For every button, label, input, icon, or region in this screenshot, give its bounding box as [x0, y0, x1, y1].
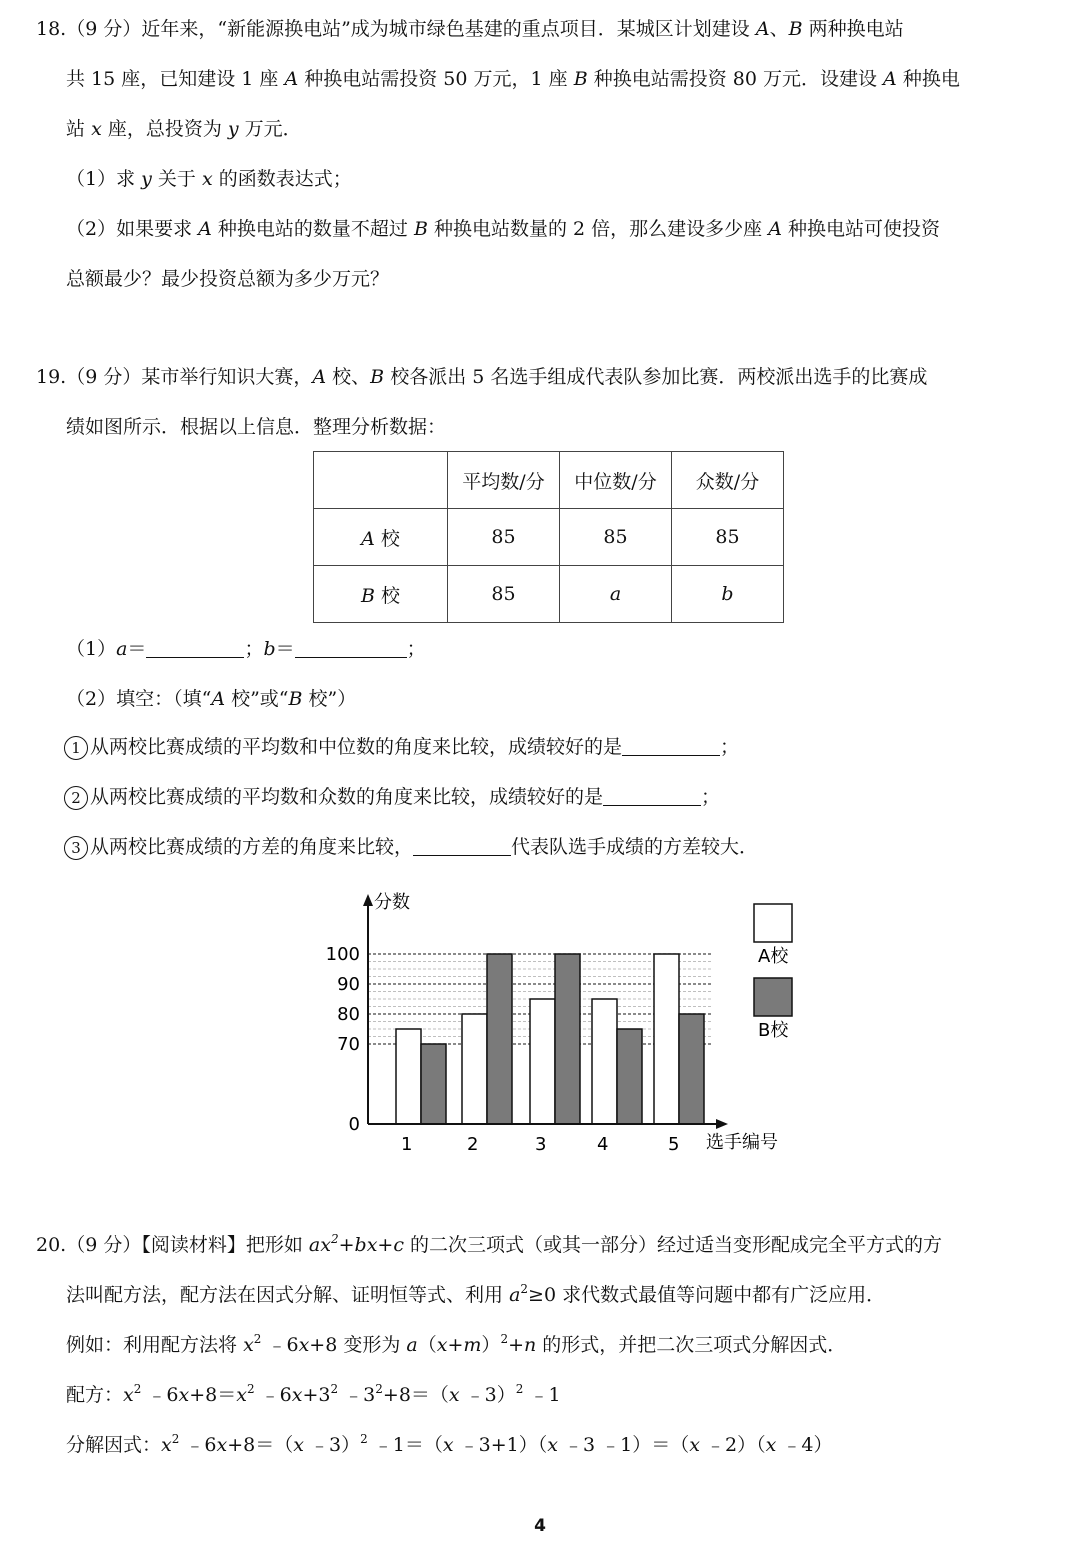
q19-choice1 [64, 734, 739, 760]
answer-blank-c3[interactable] [413, 835, 511, 856]
score-bar-chart [320, 880, 810, 1160]
q19-line1 [36, 364, 927, 390]
q18-sub2-cont [66, 266, 389, 292]
q19-sub1 [66, 636, 426, 662]
x-tick-label: 2 [467, 1134, 479, 1155]
q18-line3 [66, 116, 302, 142]
q20-text: 变形为 [343, 1334, 401, 1356]
q18-text: 种换电站需投资 50 万元，1 座 [304, 68, 568, 90]
q18-text: 两种换电站 [808, 18, 904, 40]
legend-label-a: A校 [758, 946, 789, 967]
q19-text: 从两校比赛成绩的方差的角度来比较， [90, 836, 414, 858]
x-tick-label: 1 [401, 1134, 413, 1155]
q19-text: 校”或“ [225, 688, 289, 710]
math-expr: $ax^2+bx+c$ [308, 1232, 404, 1256]
q18-sub2 [66, 216, 940, 242]
table-cell: 85 [560, 509, 672, 566]
var-x: x [91, 118, 102, 140]
q18-text: （2）如果要求 [66, 218, 193, 240]
var-a: A [211, 688, 226, 710]
q20-text: 配方： [66, 1384, 124, 1406]
y-tick-label: 90 [337, 974, 360, 995]
bar-b [421, 1044, 446, 1124]
var-b: b [263, 638, 276, 660]
q18-text: 总额最少？最少投资总额为多少万元？ [66, 268, 390, 290]
x-axis-label: 选手编号 [706, 1132, 778, 1153]
var-a: A [883, 68, 897, 90]
var-b: B [573, 68, 588, 90]
bar-b [679, 1014, 704, 1124]
var-b: B [370, 366, 385, 388]
table-cell [560, 566, 672, 623]
q18-text: 种换电站的数量不超过 [217, 218, 408, 240]
q19-sub2 [66, 686, 356, 712]
q19-text: 绩如图所示．根据以上信息．整理分析数据： [66, 416, 447, 438]
y-tick-label: 70 [337, 1034, 360, 1055]
q19-text: 校各派出 5 名选手组成代表队参加比赛．两校派出选手的比赛成 [390, 366, 928, 388]
legend-swatch-b [754, 978, 792, 1016]
q19-number: 19. [36, 366, 67, 388]
q18-sub1 [66, 166, 352, 192]
q20-line5: 分解因式：$x^2$ ﹣6x+8＝（x ﹣3）$^2$ ﹣1＝（x ﹣3+1）（x ﹣3 ﹣1）＝（x ﹣2）（x ﹣4） [66, 1432, 833, 1456]
q19-text: （1） [66, 638, 117, 660]
stats-table [313, 451, 784, 623]
var-y: y [141, 168, 152, 190]
var-b: B [360, 584, 375, 607]
q20-score: （9 分） [66, 1234, 142, 1256]
q19-text: ＝ [127, 638, 147, 660]
table-row [314, 566, 784, 623]
bar-b [555, 954, 580, 1124]
table-cell: 85 [672, 509, 784, 566]
table-row-label [314, 566, 448, 623]
circled-number: 3 [64, 836, 88, 860]
table-row-label [314, 509, 448, 566]
q19-text: 校”） [302, 688, 357, 710]
q19-text: ； [720, 736, 740, 758]
bar-a [654, 954, 679, 1124]
q19-text: 代表队选手成绩的方差较大． [511, 836, 759, 858]
q19-text: 校、 [332, 366, 371, 388]
q19-text: 从两校比赛成绩的平均数和众数的角度来比较，成绩较好的是 [90, 786, 604, 808]
q20-text: 的形式，并把二次三项式分解因式． [542, 1334, 847, 1356]
q19-line2 [66, 414, 446, 440]
q18-text: 万元． [244, 118, 302, 140]
var-a: A [768, 218, 782, 240]
q18-text: 种换电站可使投资 [788, 218, 941, 240]
q19-text: ； [244, 638, 264, 660]
q19-text: 从两校比赛成绩的平均数和中位数的角度来比较，成绩较好的是 [90, 736, 623, 758]
q20-line3: 例如：利用配方法将 $x^2$ ﹣6x+8 变形为 $a(x+m)^2+n$ 的形式，并把二次三项式分解因式． [66, 1332, 847, 1356]
answer-blank-b[interactable] [295, 637, 407, 658]
y-axis-label: 分数 [374, 892, 410, 913]
answer-blank-a[interactable] [146, 637, 244, 658]
answer-blank-c2[interactable] [603, 785, 701, 806]
q20-line2: 法叫配方法，配方法在因式分解、证明恒等式、利用 $a^2\ge 0$ 求代数式最值等问题中都有广泛应用． [66, 1282, 886, 1306]
q18-text: 关于 [157, 168, 196, 190]
x-tick-label: 3 [535, 1134, 547, 1155]
legend-label-b: B校 [758, 1020, 789, 1041]
q18-line2 [66, 66, 960, 92]
q19-choice3 [64, 834, 758, 860]
var-b: B [413, 218, 428, 240]
q19-text: ＝ [275, 638, 295, 660]
var-b: B [788, 18, 803, 40]
y-tick-label: 0 [348, 1114, 360, 1135]
q20-text: 分解因式： [66, 1434, 162, 1456]
table-row [314, 509, 784, 566]
q19-text: ； [406, 638, 426, 660]
row-label-text: 校 [380, 527, 400, 550]
q18-line1 [36, 16, 904, 42]
y-tick-label: 80 [337, 1004, 360, 1025]
var-a: A [361, 527, 375, 550]
q19-text: ； [701, 786, 721, 808]
table-header-cell: 中位数/分 [560, 452, 672, 509]
table-header-row [314, 452, 784, 509]
q18-text: 近年来，“新能源换电站”成为城市绿色基建的重点项目．某城区计划建设 [141, 18, 750, 40]
q18-text: 种换电 [902, 68, 960, 90]
x-tick-label: 4 [597, 1134, 609, 1155]
q20-text: 的二次三项式（或其一部分）经过适当变形配成完全平方式的方 [410, 1234, 943, 1256]
q18-text: 、 [769, 18, 789, 40]
circled-number: 2 [64, 786, 88, 810]
var-x: x [201, 168, 213, 190]
table-cell: 85 [448, 509, 560, 566]
q20-text: 【阅读材料】把形如 [141, 1234, 303, 1256]
table-cell [672, 566, 784, 623]
q18-text: 种换电站数量的 2 倍，那么建设多少座 [434, 218, 763, 240]
answer-blank-c1[interactable] [622, 735, 720, 756]
bar-a [462, 1014, 487, 1124]
var-a: a [116, 638, 128, 660]
q19-text: （2）填空：（填“ [66, 688, 212, 710]
q18-score: （9 分） [66, 18, 142, 40]
var-a: A [284, 68, 299, 90]
q18-text: 站 [66, 118, 86, 140]
y-tick-label: 100 [325, 944, 360, 965]
var-b-cell: b [721, 583, 734, 605]
bar-a [396, 1029, 421, 1124]
q18-text: 种换电站需投资 80 万元．设建设 [593, 68, 877, 90]
row-label-text: 校 [381, 584, 401, 607]
bar-a [592, 999, 617, 1124]
var-b: B [288, 688, 303, 710]
page-number: 4 [534, 1516, 546, 1536]
var-a: A [198, 218, 212, 240]
q20-line4: 配方：$x^2$ $﹣6x+8=x^2$ $﹣6x+3^2$ $﹣3^2+8=(x$ ﹣3）$^2$ ﹣1 [66, 1382, 561, 1406]
q18-text: 的函数表达式； [218, 168, 352, 190]
x-tick-label: 5 [668, 1134, 680, 1155]
table-cell: 85 [448, 566, 560, 623]
table-header-cell: 平均数/分 [448, 452, 560, 509]
q18-text: 共 15 座，已知建设 1 座 [66, 68, 279, 90]
legend-swatch-a [754, 904, 792, 942]
q20-number: 20. [36, 1234, 67, 1256]
var-a: A [312, 366, 327, 388]
var-a-cell: a [609, 583, 622, 605]
table-header-cell [314, 452, 448, 509]
q18-text: （1）求 [66, 168, 136, 190]
q20-text: 法叫配方法，配方法在因式分解、证明恒等式、利用 [66, 1284, 504, 1306]
q19-text: 某市举行知识大赛， [141, 366, 313, 388]
var-a: A [755, 18, 770, 40]
bar-b [617, 1029, 642, 1124]
bar-b [487, 954, 512, 1124]
bar-a [530, 999, 555, 1124]
math-expr: a [509, 1284, 521, 1306]
q20-text: ≥0 求代数式最值等问题中都有广泛应用． [528, 1284, 886, 1306]
var-y: y [227, 118, 239, 140]
q18-text: 座，总投资为 [107, 118, 222, 140]
circled-number: 1 [64, 736, 88, 760]
q20-text: 例如：利用配方法将 [66, 1334, 238, 1356]
table-header-cell: 众数/分 [672, 452, 784, 509]
q18-number: 18. [36, 18, 67, 40]
q19-choice2 [64, 784, 720, 810]
q19-score: （9 分） [66, 366, 142, 388]
q20-line1 [36, 1232, 942, 1258]
